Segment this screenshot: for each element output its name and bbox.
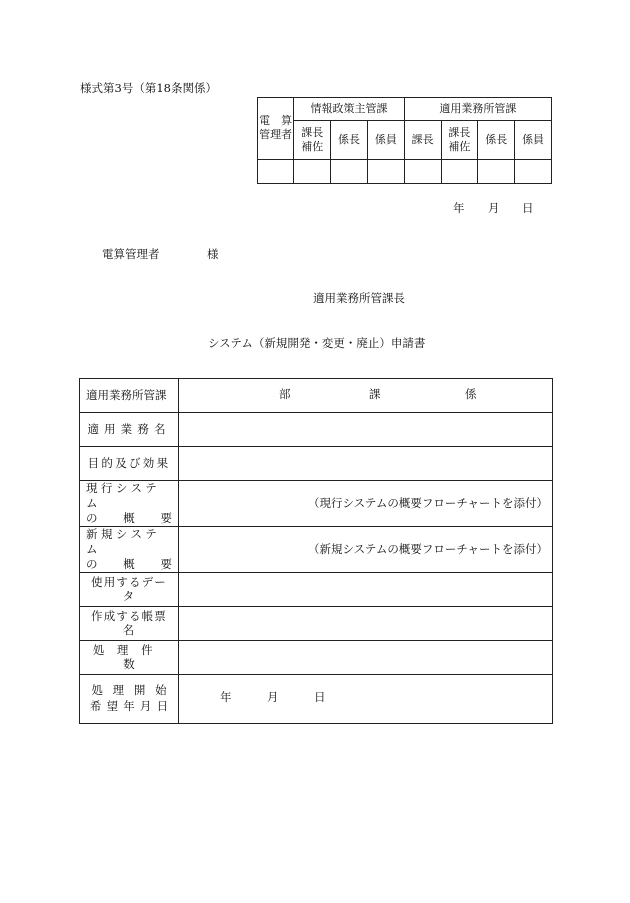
current-system-cell[interactable]	[179, 481, 553, 527]
col-kakarichou-1: 係長	[331, 121, 368, 159]
stamp-cell[interactable]	[515, 159, 552, 183]
start-date-month: 月	[267, 689, 279, 704]
row-label-purpose: 目的及び効果	[80, 447, 179, 481]
stamp-cell[interactable]	[367, 159, 404, 183]
stamp-cell[interactable]	[441, 159, 478, 183]
current-system-note: （現行システムの概要フローチャートを添付）	[307, 496, 548, 511]
new-system-note: （新規システムの概要フローチャートを添付）	[307, 542, 548, 557]
application-table	[79, 378, 553, 724]
approval-table	[257, 97, 552, 184]
col-kakarichou-2: 係長	[478, 121, 515, 159]
sender: 適用業務所管課長	[313, 291, 405, 305]
date-month: 月	[488, 201, 500, 215]
row-label-start-date: 処理開始 希望年月日	[80, 674, 179, 723]
col-kachou: 課長	[404, 121, 441, 159]
business-name-cell[interactable]	[179, 413, 553, 447]
row-label-current-system: 現行システム の 概 要	[80, 481, 179, 527]
stamp-cell[interactable]	[404, 159, 441, 183]
stamp-cell[interactable]	[478, 159, 515, 183]
form-title: システム（新規開発・変更・廃止）申請書	[208, 336, 426, 350]
data-cell[interactable]	[179, 572, 553, 606]
row-label-business-name: 適用業務名	[80, 413, 179, 447]
stamp-cell[interactable]	[294, 159, 331, 183]
row-label-data: 使用するデータ	[80, 572, 179, 606]
date-year: 年	[453, 201, 465, 215]
new-system-cell[interactable]	[179, 526, 553, 572]
stamp-cell[interactable]	[331, 159, 368, 183]
start-date-year: 年	[220, 689, 232, 704]
approval-group-2: 適用業務所管課	[404, 98, 551, 121]
row-label-dept: 適用業務所管課	[80, 379, 179, 413]
start-date-cell[interactable]	[179, 674, 553, 723]
dept-bu: 部	[279, 386, 291, 401]
approval-dept-label: 電 算 管理者	[258, 98, 294, 160]
row-label-new-system: 新規システム の 概 要	[80, 526, 179, 572]
addressee-honorific: 様	[207, 247, 219, 261]
row-label-count: 処理件数	[80, 640, 179, 674]
stamp-cell[interactable]	[258, 159, 294, 183]
count-cell[interactable]	[179, 640, 553, 674]
col-kakariin-2: 係員	[515, 121, 552, 159]
purpose-cell[interactable]	[179, 447, 553, 481]
col-kachou-hosa-1: 課長 補佐	[294, 121, 331, 159]
start-date-day: 日	[314, 689, 326, 704]
col-kachou-hosa-2: 課長 補佐	[441, 121, 478, 159]
date-day: 日	[522, 201, 534, 215]
form-number: 様式第3号（第18条関係）	[80, 81, 217, 95]
dept-kakari: 係	[465, 386, 477, 401]
dept-ka: 課	[369, 386, 381, 401]
addressee-name: 電算管理者	[102, 247, 160, 261]
col-kakariin-1: 係員	[367, 121, 404, 159]
reports-cell[interactable]	[179, 606, 553, 640]
approval-group-1: 情報政策主管課	[294, 98, 404, 121]
row-label-reports: 作成する帳票名	[80, 606, 179, 640]
dept-value-cell[interactable]	[179, 379, 553, 413]
